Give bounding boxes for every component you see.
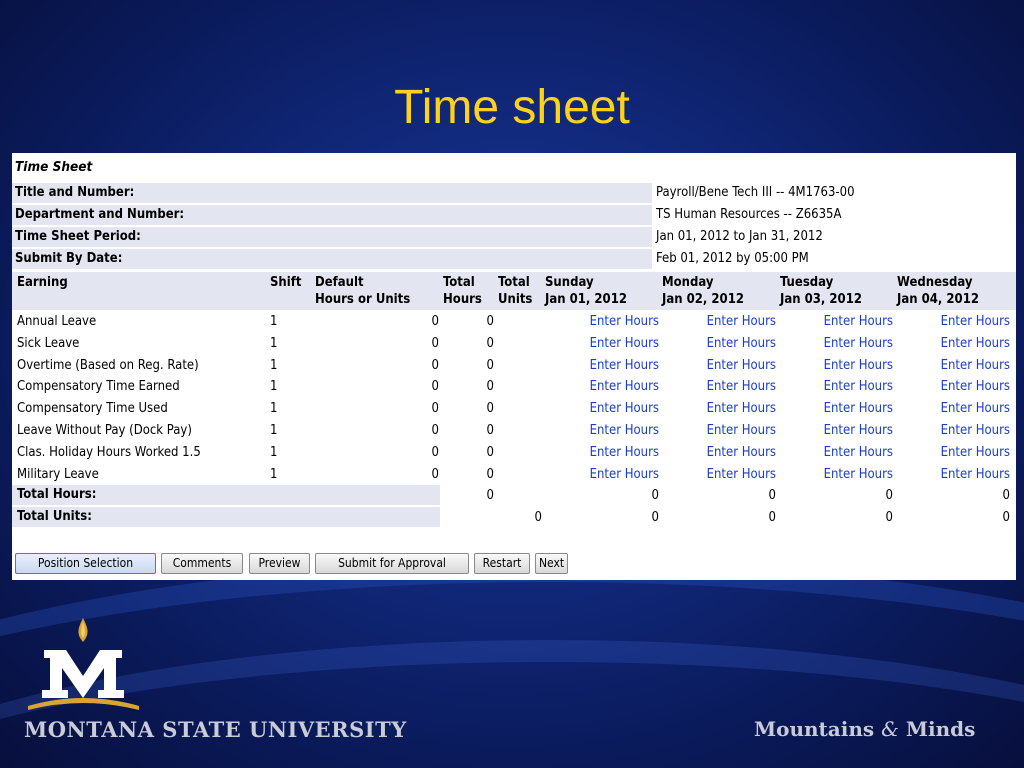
enter-hours-link[interactable]: Enter Hours — [706, 379, 776, 395]
enter-hours-link[interactable]: Enter Hours — [940, 379, 1010, 395]
enter-hours-link[interactable]: Enter Hours — [589, 444, 659, 460]
earning-name: Sick Leave — [17, 335, 80, 351]
shift-value: 1 — [270, 466, 278, 482]
column-header-day: Sunday Jan 01, 2012 — [545, 275, 627, 307]
earning-name: Overtime (Based on Reg. Rate) — [17, 357, 199, 373]
enter-hours-link[interactable]: Enter Hours — [940, 314, 1010, 329]
column-header-earning: Earning — [17, 275, 68, 290]
info-value: TS Human Resources -- Z6635A — [656, 207, 842, 222]
total-hours-day: 0 — [1002, 488, 1010, 503]
enter-hours-link[interactable]: Enter Hours — [940, 401, 1010, 417]
column-header-default: Default Hours or Units — [315, 275, 411, 307]
info-label: Title and Number: — [12, 183, 652, 203]
default-value: 0 — [431, 423, 439, 438]
enter-hours-link[interactable]: Enter Hours — [589, 379, 659, 395]
shift-value: 1 — [270, 379, 278, 395]
default-value: 0 — [431, 466, 439, 482]
info-value: Jan 01, 2012 to Jan 31, 2012 — [656, 229, 823, 244]
time-sheet-heading: Time Sheet — [15, 159, 93, 175]
total-hours-value: 0 — [486, 357, 494, 373]
info-row-period — [12, 227, 1016, 247]
enter-hours-link[interactable]: Enter Hours — [823, 444, 893, 460]
enter-hours-link[interactable]: Enter Hours — [706, 335, 776, 351]
shift-value: 1 — [270, 314, 278, 329]
university-name: MONTANA STATE UNIVERSITY — [24, 717, 407, 742]
enter-hours-link[interactable]: Enter Hours — [589, 401, 659, 417]
table-row — [12, 355, 1016, 377]
table-row — [12, 398, 1016, 420]
total-units-row — [12, 507, 1016, 529]
submit-for-approval-button[interactable]: Submit for Approval — [315, 553, 469, 574]
default-value: 0 — [431, 379, 439, 395]
total-units-label: Total Units: — [12, 507, 440, 527]
enter-hours-link[interactable]: Enter Hours — [940, 466, 1010, 482]
total-units-day: 0 — [885, 510, 893, 525]
default-value: 0 — [431, 335, 439, 351]
default-value: 0 — [431, 444, 439, 460]
enter-hours-link[interactable]: Enter Hours — [589, 335, 659, 351]
enter-hours-link[interactable]: Enter Hours — [706, 423, 776, 438]
total-units-day: 0 — [1002, 510, 1010, 525]
shift-value: 1 — [270, 357, 278, 373]
column-header-day: Wednesday Jan 04, 2012 — [897, 275, 979, 307]
enter-hours-link[interactable]: Enter Hours — [589, 357, 659, 373]
enter-hours-link[interactable]: Enter Hours — [823, 357, 893, 373]
info-label: Department and Number: — [12, 205, 652, 225]
enter-hours-link[interactable]: Enter Hours — [823, 314, 893, 329]
enter-hours-link[interactable]: Enter Hours — [706, 314, 776, 329]
table-row — [12, 442, 1016, 464]
default-value: 0 — [431, 314, 439, 329]
enter-hours-link[interactable]: Enter Hours — [940, 335, 1010, 351]
info-row-submit-by — [12, 249, 1016, 269]
enter-hours-link[interactable]: Enter Hours — [940, 423, 1010, 438]
total-hours-value: 0 — [486, 444, 494, 460]
enter-hours-link[interactable]: Enter Hours — [589, 423, 659, 438]
time-sheet-panel — [12, 153, 1016, 580]
earning-name: Military Leave — [17, 466, 99, 482]
enter-hours-link[interactable]: Enter Hours — [589, 314, 659, 329]
info-value: Feb 01, 2012 by 05:00 PM — [656, 251, 809, 266]
total-hours-value: 0 — [486, 401, 494, 417]
default-value: 0 — [431, 357, 439, 373]
enter-hours-link[interactable]: Enter Hours — [940, 444, 1010, 460]
enter-hours-link[interactable]: Enter Hours — [823, 466, 893, 482]
table-row — [12, 376, 1016, 398]
slide-title: Time sheet — [394, 81, 630, 134]
enter-hours-link[interactable]: Enter Hours — [823, 423, 893, 438]
earning-name: Compensatory Time Earned — [17, 379, 180, 395]
shift-value: 1 — [270, 335, 278, 351]
enter-hours-link[interactable]: Enter Hours — [706, 466, 776, 482]
enter-hours-link[interactable]: Enter Hours — [940, 357, 1010, 373]
total-hours-value: 0 — [486, 423, 494, 438]
info-value: Payroll/Bene Tech III -- 4M1763-00 — [656, 185, 855, 200]
table-row — [12, 311, 1016, 333]
total-hours-value: 0 — [486, 466, 494, 482]
enter-hours-link[interactable]: Enter Hours — [823, 335, 893, 351]
enter-hours-link[interactable]: Enter Hours — [706, 444, 776, 460]
earning-name: Leave Without Pay (Dock Pay) — [17, 423, 192, 438]
enter-hours-link[interactable]: Enter Hours — [706, 401, 776, 417]
earning-name: Compensatory Time Used — [17, 401, 168, 417]
preview-button[interactable]: Preview — [249, 553, 310, 574]
earning-name: Annual Leave — [17, 314, 97, 329]
shift-value: 1 — [270, 444, 278, 460]
column-header-total-hours: Total Hours — [443, 275, 482, 307]
enter-hours-link[interactable]: Enter Hours — [589, 466, 659, 482]
column-header-day: Tuesday Jan 03, 2012 — [780, 275, 862, 307]
tagline-ampersand: & — [881, 717, 899, 741]
total-hours-day: 0 — [768, 488, 776, 503]
info-row-title — [12, 183, 1016, 203]
total-hours-label: Total Hours: — [12, 485, 440, 505]
enter-hours-link[interactable]: Enter Hours — [706, 357, 776, 373]
total-units-day: 0 — [768, 510, 776, 525]
enter-hours-link[interactable]: Enter Hours — [823, 379, 893, 395]
total-hours-row — [12, 485, 1016, 507]
shift-value: 1 — [270, 401, 278, 417]
background-swoosh — [0, 640, 1024, 768]
earnings-table-header — [12, 272, 1016, 310]
table-row — [12, 464, 1016, 486]
total-units-day: 0 — [651, 510, 659, 525]
total-hours-day: 0 — [651, 488, 659, 503]
column-header-total-units: Total Units — [498, 275, 533, 307]
shift-value: 1 — [270, 423, 278, 438]
position-selection-button[interactable]: Position Selection — [15, 553, 156, 574]
total-hours-value: 0 — [486, 335, 494, 351]
comments-button[interactable]: Comments — [161, 553, 243, 574]
table-row — [12, 333, 1016, 355]
next-button[interactable]: Next — [535, 553, 568, 574]
total-hours-value: 0 — [486, 379, 494, 395]
msu-logo — [26, 618, 141, 710]
table-row — [12, 420, 1016, 442]
total-hours-day: 0 — [885, 488, 893, 503]
tagline-part: Mountains — [754, 717, 875, 741]
column-header-shift: Shift — [270, 275, 302, 290]
enter-hours-link[interactable]: Enter Hours — [823, 401, 893, 417]
total-units-value: 0 — [534, 510, 542, 525]
total-hours-value: 0 — [486, 314, 494, 329]
tagline-part: Minds — [905, 717, 976, 741]
earning-name: Clas. Holiday Hours Worked 1.5 — [17, 444, 201, 460]
default-value: 0 — [431, 401, 439, 417]
info-label: Time Sheet Period: — [12, 227, 652, 247]
info-row-department — [12, 205, 1016, 225]
column-header-day: Monday Jan 02, 2012 — [662, 275, 744, 307]
restart-button[interactable]: Restart — [474, 553, 530, 574]
total-hours-value: 0 — [486, 488, 494, 503]
university-tagline — [754, 717, 975, 741]
info-label: Submit By Date: — [12, 249, 652, 269]
